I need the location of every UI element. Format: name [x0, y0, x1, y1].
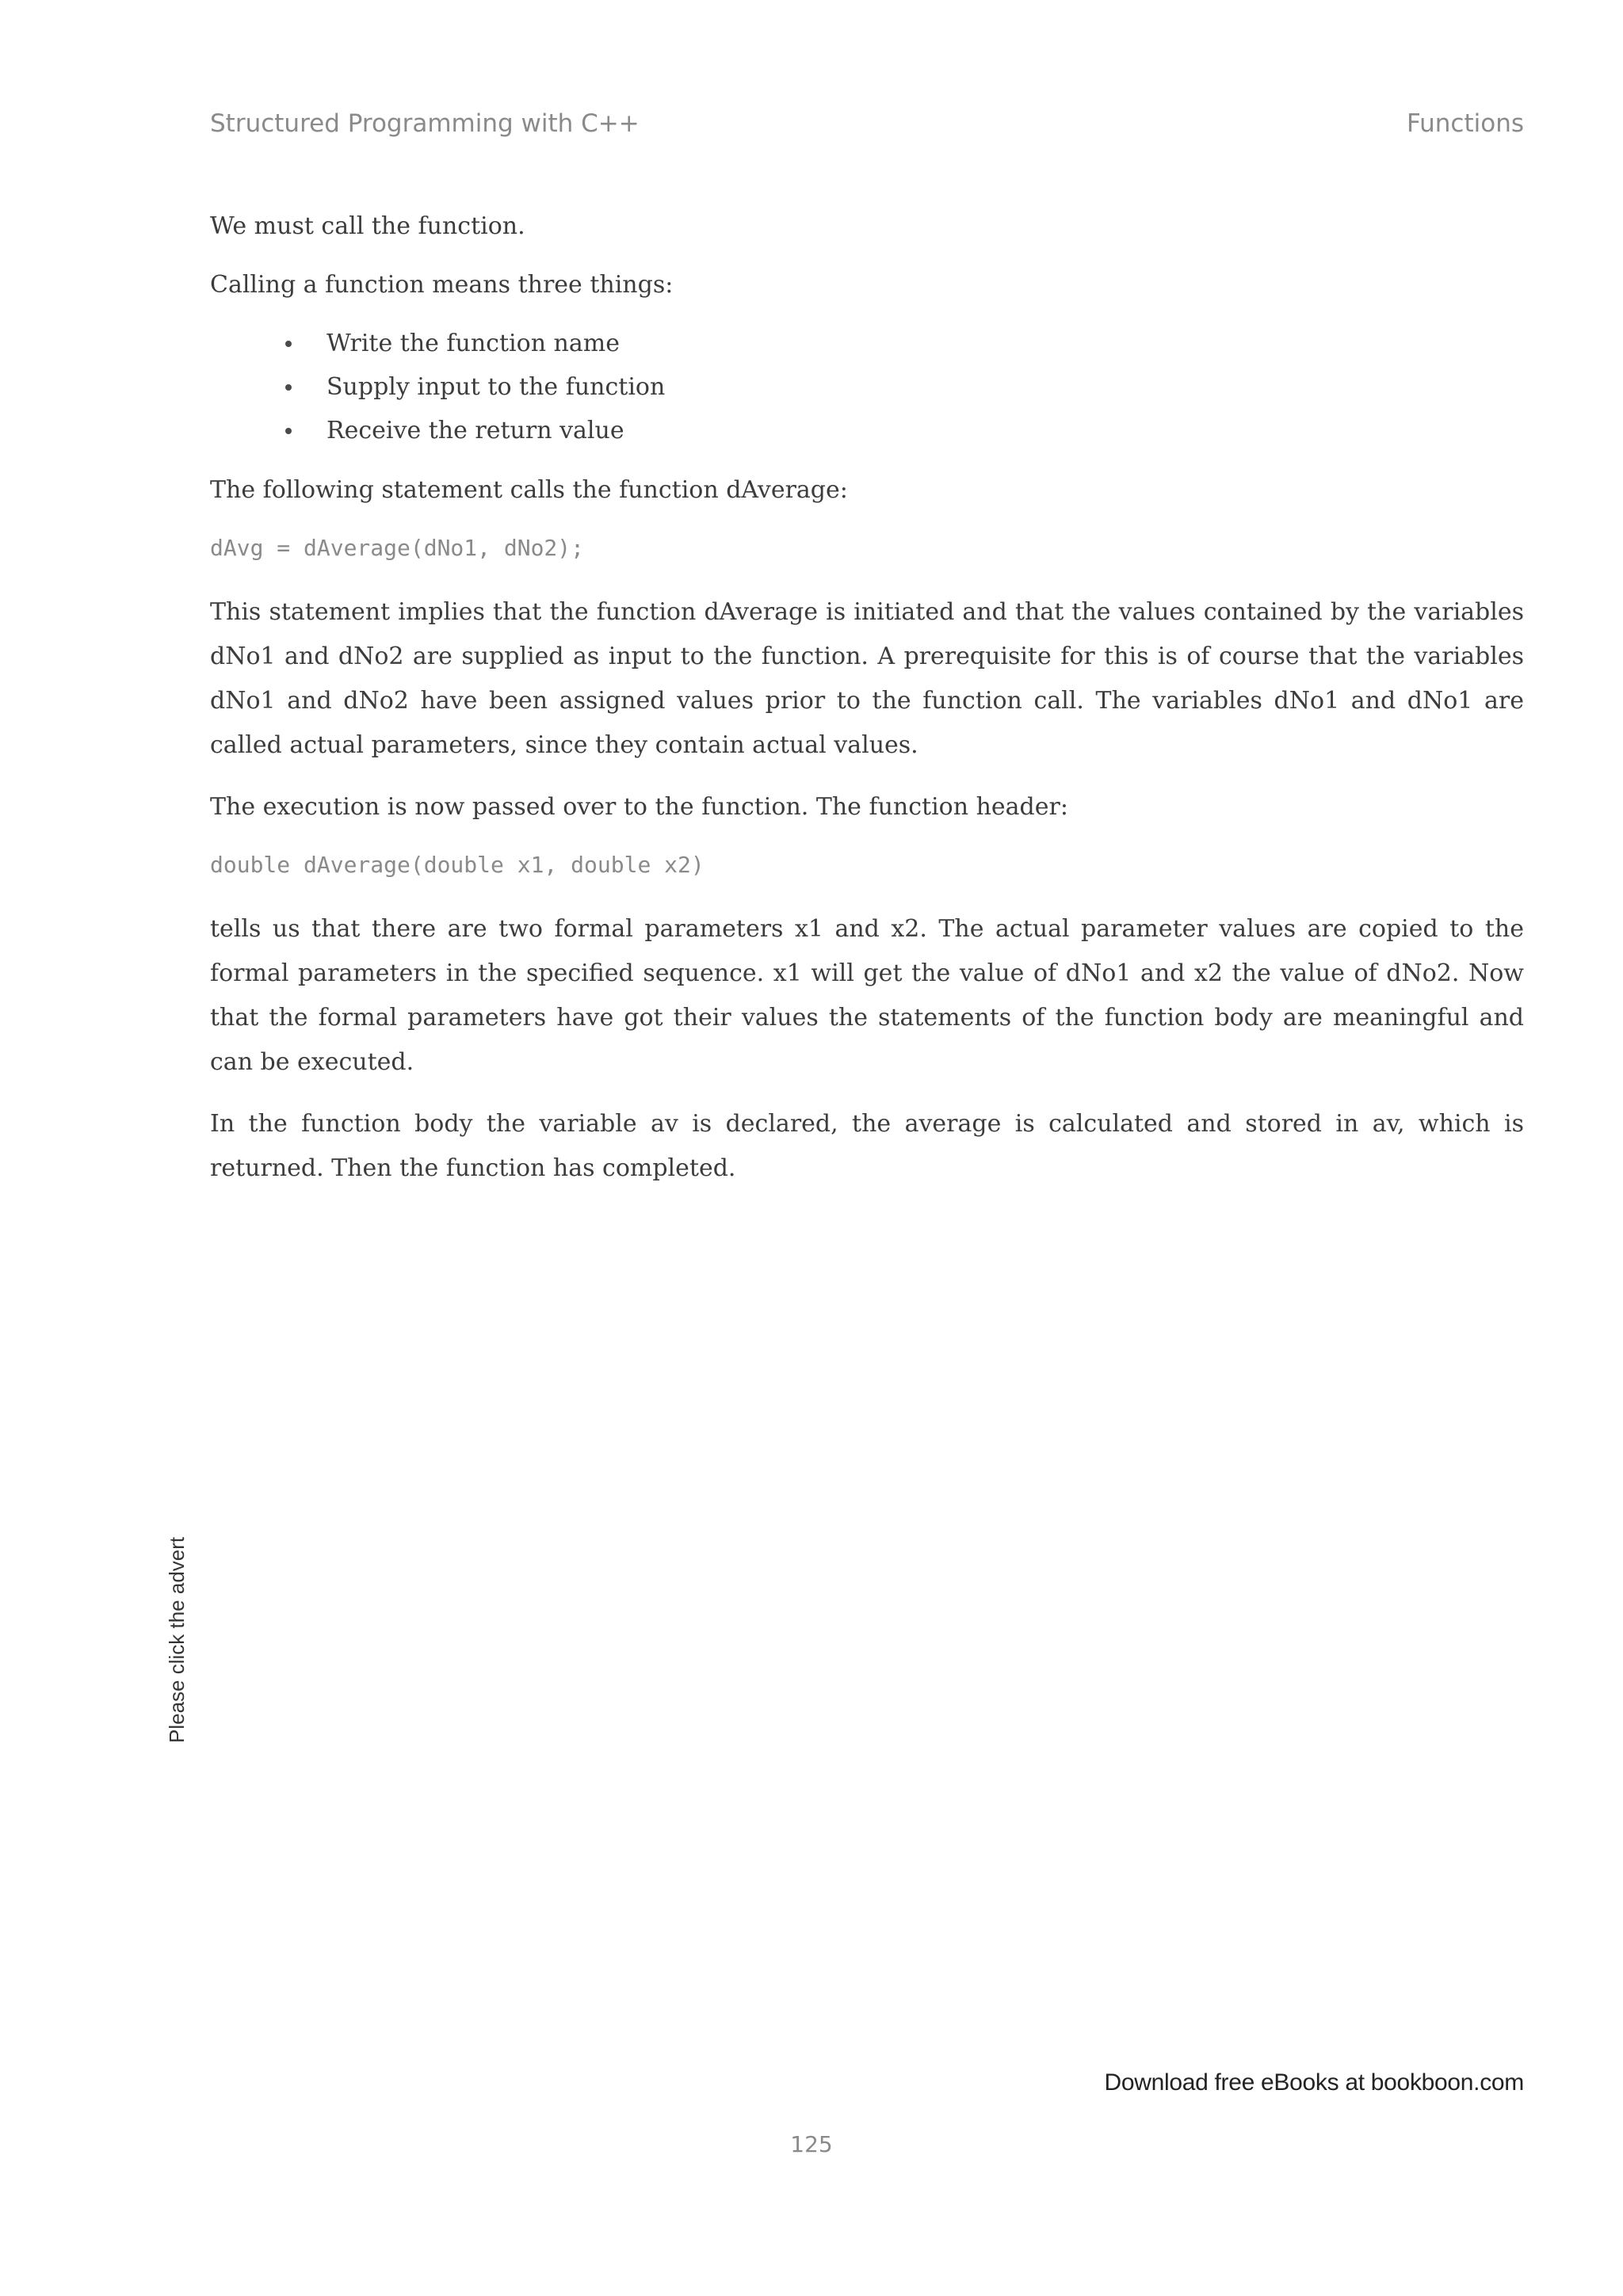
- chapter-title: Functions: [1406, 109, 1524, 138]
- code-function-header: double dAverage(double x1, double x2): [210, 852, 705, 878]
- bullet-icon: [285, 428, 292, 434]
- paragraph-call-intro: We must call the function.: [210, 212, 525, 240]
- list-item: [285, 365, 1524, 409]
- bullet-icon: [285, 384, 292, 391]
- running-header: [210, 109, 1524, 138]
- list-item-text: Supply input to the function: [327, 373, 666, 401]
- advert-side-note[interactable]: Please click the advert: [165, 1536, 189, 1743]
- bullet-icon: [285, 341, 292, 347]
- list-item: [285, 409, 1524, 452]
- book-title: Structured Programming with C++: [210, 109, 640, 138]
- paragraph-execution-passed: The execution is now passed over to the function. The function header:: [210, 793, 1068, 821]
- paragraph-calling-means: Calling a function means three things:: [210, 271, 674, 299]
- code-call-statement: dAvg = dAverage(dNo1, dNo2);: [210, 535, 585, 561]
- page-number: 125: [790, 2131, 833, 2157]
- paragraph-function-body: In the function body the variable av is declared, the average is calculated and stored in av, which is returned. Then the function has completed.: [210, 1110, 1524, 1182]
- paragraph-formal-parameters: tells us that there are two formal parameters x1 and x2. The actual parameter values are copied to the formal parameters in the specified sequence. x1 will get the value of dNo1 and x2 the value of dNo2. Now that the formal parameters have got their values the statements of the function body are meaningful and can be executed.: [210, 915, 1524, 1076]
- list-item-text: Write the function name: [327, 330, 620, 357]
- paragraph-following-statement: The following statement calls the function dAverage:: [210, 476, 848, 504]
- paragraph-statement-implies: This statement implies that the function dAverage is initiated and that the values contained by the variables dNo1 and dNo2 are supplied as input to the function. A prerequisite for this is of course that the variables dNo1 and dNo2 have been assigned values prior to the function call. The variables dNo1 and dNo1 are called actual parameters, since they contain actual values.: [210, 598, 1524, 759]
- list-item: [285, 322, 1524, 365]
- page-body: [210, 204, 1524, 1208]
- bullet-list: [210, 322, 1524, 452]
- download-ebooks-link[interactable]: Download free eBooks at bookboon.com: [1104, 2069, 1524, 2096]
- list-item-text: Receive the return value: [327, 417, 624, 444]
